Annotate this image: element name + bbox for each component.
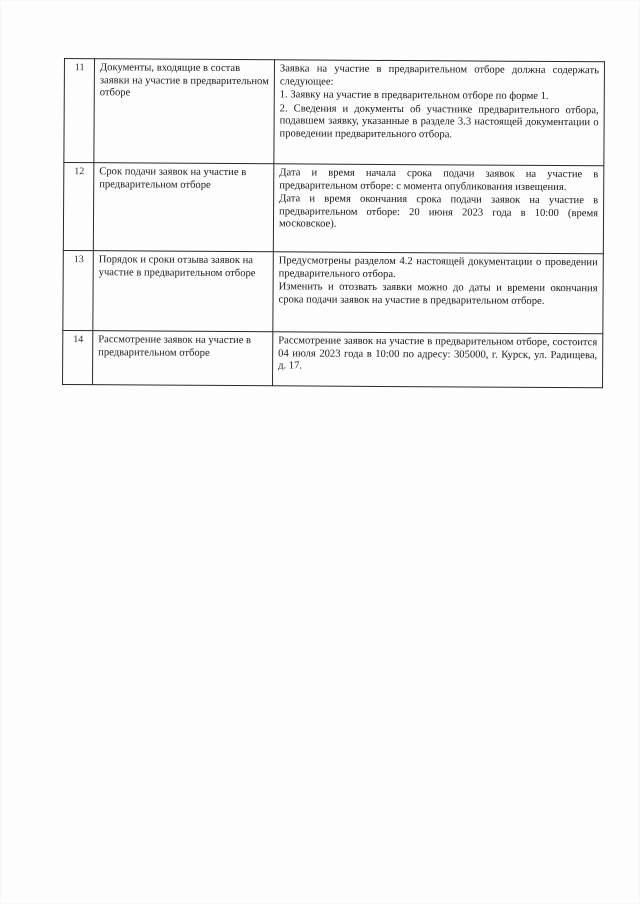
row-description bbox=[273, 252, 603, 334]
row-description bbox=[273, 332, 603, 388]
table-row bbox=[64, 59, 605, 166]
description-paragraph: Дата и время окончания срока подачи заявок на участие в предварительном отборе: 20 июня 2023 года в 10:00 (время московское). bbox=[278, 193, 599, 231]
row-number: 12 bbox=[63, 163, 94, 251]
row-number: 13 bbox=[63, 250, 93, 330]
row-title: Рассмотрение заявок на участие в предварительном отборе bbox=[93, 331, 273, 386]
row-number: 14 bbox=[63, 330, 93, 384]
row-description bbox=[274, 60, 605, 166]
table-row bbox=[63, 163, 604, 254]
row-title: Срок подачи заявок на участие в предварительном отборе bbox=[93, 163, 274, 252]
row-description bbox=[273, 164, 604, 254]
row-number: 11 bbox=[64, 59, 95, 163]
description-paragraph: Предусмотрены разделом 4.2 настоящей документации о проведении предварительного отбора. bbox=[278, 255, 598, 280]
description-paragraph: 2. Сведения и документы об участнике предварительного отбора, подавшем заявку, указанные в разделе 3.3 настоящей документации о проведении предварительного отбора. bbox=[279, 103, 599, 141]
row-title: Документы, входящие в состав заявки на участие в предварительном отборе bbox=[94, 59, 275, 164]
procurement-info-table bbox=[62, 58, 605, 388]
description-paragraph: Заявка на участие в предварительном отборе должна содержать следующее: bbox=[279, 63, 599, 88]
table-row bbox=[63, 330, 603, 387]
description-paragraph: Изменить и отозвать заявки можно до даты и времени окончания срока подачи заявок на участие в предварительном отборе. bbox=[278, 281, 598, 307]
description-paragraph: Дата и время начала срока подачи заявок на участие в предварительном отборе: с момента опубликования извещения. bbox=[279, 167, 599, 193]
description-paragraph: 1. Заявку на участие в предварительном отборе по форме 1. bbox=[279, 89, 549, 103]
table-row bbox=[63, 250, 603, 333]
row-title: Порядок и сроки отзыва заявок на участие в предварительном отборе bbox=[93, 251, 273, 332]
description-paragraph: Рассмотрение заявок на участие в предварительном отборе, состоится 04 июля 2023 года в 10:00 по адресу: 305000, г. Курск, ул. Радищева, д. 17. bbox=[278, 335, 598, 372]
